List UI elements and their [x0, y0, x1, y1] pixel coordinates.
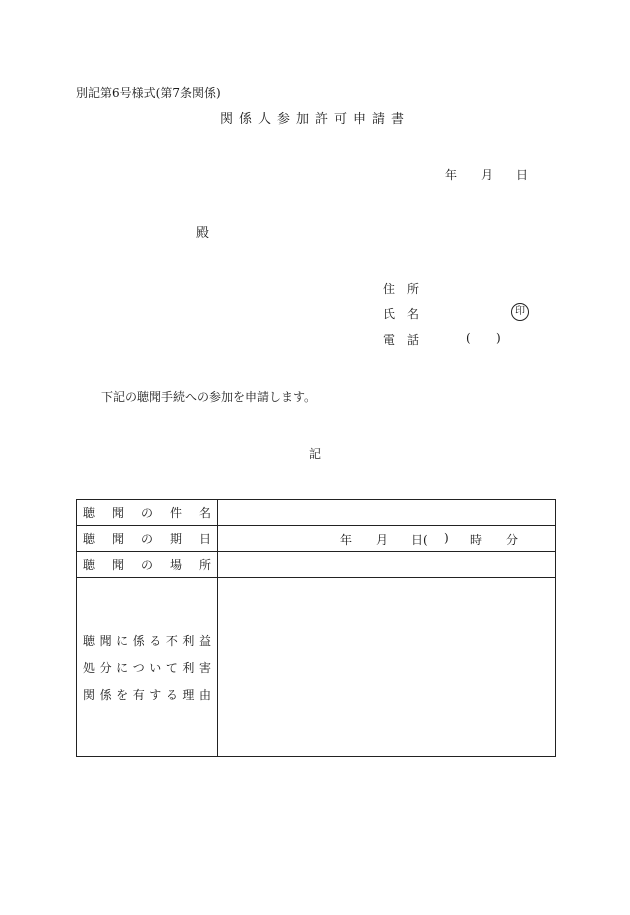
hearing-hour-label: 時: [470, 533, 483, 547]
date-month-label: 月: [481, 168, 494, 182]
date-year-label: 年: [445, 168, 458, 182]
reason-label-line-2: 処 分 に つ い て 利 害: [83, 660, 211, 675]
hearing-month-label: 月: [376, 533, 389, 547]
form-number-label: 別記第6号様式(第7条関係): [76, 86, 221, 100]
ki-heading: 記: [308, 447, 321, 461]
case-name-label: 聴 聞 の 件 名: [83, 506, 211, 520]
hearing-year-label: 年: [340, 533, 353, 547]
application-table: [76, 499, 556, 757]
application-statement: 下記の聴聞手続への参加を申請します。: [101, 390, 317, 404]
seal-mark: 印: [511, 303, 529, 321]
addressee-suffix: 殿: [196, 226, 210, 241]
reason-label-line-1: 聴 聞 に 係 る 不 利 益: [83, 633, 211, 648]
date-day-label: 日: [516, 168, 529, 182]
hearing-place-label-cell: [77, 552, 218, 578]
reason-field[interactable]: [218, 578, 556, 757]
document-title: 関係人参加許可申請書: [219, 112, 410, 127]
hearing-place-label: 聴 聞 の 場 所: [83, 558, 211, 572]
hearing-day-label: 日(: [411, 533, 428, 547]
hearing-date-label-cell: [77, 526, 218, 552]
hearing-date-field[interactable]: [218, 526, 556, 552]
applicant-address-label: 住 所: [383, 282, 419, 296]
hearing-date-label: 聴 聞 の 期 日: [83, 532, 211, 546]
reason-label-line-3: 関 係 を 有 す る 理 由: [83, 687, 211, 702]
hearing-minute-label: 分: [506, 533, 519, 547]
case-name-field[interactable]: [218, 500, 556, 526]
phone-paren-open: (: [466, 331, 471, 345]
applicant-phone-label: 電 話: [383, 333, 419, 347]
hearing-weekday-close: ): [444, 531, 449, 545]
hearing-place-field[interactable]: [218, 552, 556, 578]
applicant-name-label: 氏 名: [383, 307, 419, 321]
phone-paren-close: ): [496, 331, 501, 345]
case-name-label-cell: [77, 500, 218, 526]
reason-label-cell: [77, 578, 218, 757]
